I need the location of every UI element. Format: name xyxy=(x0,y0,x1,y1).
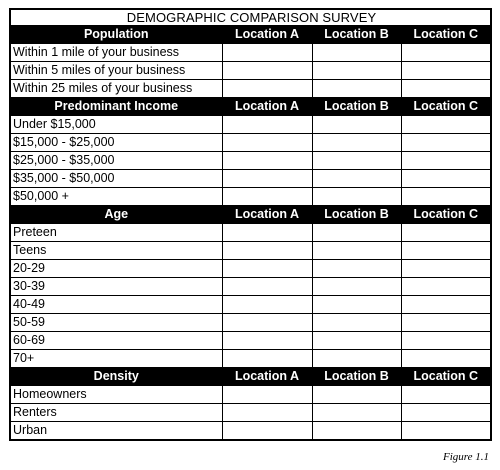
blank-entry-cell xyxy=(401,44,491,62)
blank-entry-cell xyxy=(312,422,401,441)
table-row xyxy=(10,224,491,242)
blank-entry-cell xyxy=(222,422,312,441)
blank-entry-cell xyxy=(312,278,401,296)
section-header-label: Density xyxy=(10,368,222,386)
blank-entry-cell xyxy=(222,314,312,332)
location-column-header: Location C xyxy=(401,26,491,44)
table-row xyxy=(10,296,491,314)
blank-entry-cell xyxy=(401,242,491,260)
row-label: Within 1 mile of your business xyxy=(10,44,222,62)
blank-entry-cell xyxy=(312,386,401,404)
blank-entry-cell xyxy=(222,224,312,242)
blank-entry-cell xyxy=(401,296,491,314)
location-column-header: Location A xyxy=(222,26,312,44)
blank-entry-cell xyxy=(222,350,312,368)
location-column-header: Location B xyxy=(312,98,401,116)
location-column-header: Location A xyxy=(222,368,312,386)
row-label: 40-49 xyxy=(10,296,222,314)
blank-entry-cell xyxy=(222,170,312,188)
row-label: 20-29 xyxy=(10,260,222,278)
blank-entry-cell xyxy=(401,62,491,80)
table-row xyxy=(10,260,491,278)
blank-entry-cell xyxy=(222,332,312,350)
location-column-header: Location B xyxy=(312,206,401,224)
blank-entry-cell xyxy=(312,314,401,332)
table-row xyxy=(10,404,491,422)
table-title-row xyxy=(10,9,491,26)
blank-entry-cell xyxy=(401,278,491,296)
row-label: 60-69 xyxy=(10,332,222,350)
blank-entry-cell xyxy=(312,170,401,188)
blank-entry-cell xyxy=(312,296,401,314)
figure-caption: Figure 1.1 xyxy=(442,451,489,463)
section-header-row xyxy=(10,98,491,116)
table-row xyxy=(10,422,491,441)
row-label: 70+ xyxy=(10,350,222,368)
blank-entry-cell xyxy=(401,332,491,350)
blank-entry-cell xyxy=(222,260,312,278)
row-label: Teens xyxy=(10,242,222,260)
table-row xyxy=(10,116,491,134)
row-label: Urban xyxy=(10,422,222,441)
blank-entry-cell xyxy=(401,350,491,368)
blank-entry-cell xyxy=(401,404,491,422)
blank-entry-cell xyxy=(401,152,491,170)
blank-entry-cell xyxy=(222,62,312,80)
table-row xyxy=(10,44,491,62)
blank-entry-cell xyxy=(222,134,312,152)
row-label: Within 5 miles of your business xyxy=(10,62,222,80)
row-label: Within 25 miles of your business xyxy=(10,80,222,98)
blank-entry-cell xyxy=(222,116,312,134)
blank-entry-cell xyxy=(312,242,401,260)
blank-entry-cell xyxy=(401,170,491,188)
row-label: Under $15,000 xyxy=(10,116,222,134)
blank-entry-cell xyxy=(222,242,312,260)
table-row xyxy=(10,134,491,152)
row-label: $15,000 - $25,000 xyxy=(10,134,222,152)
row-label: 30-39 xyxy=(10,278,222,296)
location-column-header: Location C xyxy=(401,98,491,116)
row-label: $25,000 - $35,000 xyxy=(10,152,222,170)
blank-entry-cell xyxy=(401,116,491,134)
blank-entry-cell xyxy=(312,44,401,62)
blank-entry-cell xyxy=(312,152,401,170)
table-row xyxy=(10,278,491,296)
location-column-header: Location A xyxy=(222,206,312,224)
blank-entry-cell xyxy=(312,188,401,206)
blank-entry-cell xyxy=(222,386,312,404)
blank-entry-cell xyxy=(312,80,401,98)
blank-entry-cell xyxy=(401,422,491,441)
blank-entry-cell xyxy=(312,350,401,368)
blank-entry-cell xyxy=(312,116,401,134)
section-header-row xyxy=(10,368,491,386)
table-row xyxy=(10,170,491,188)
blank-entry-cell xyxy=(401,80,491,98)
section-header-row xyxy=(10,26,491,44)
blank-entry-cell xyxy=(312,62,401,80)
row-label: $50,000 + xyxy=(10,188,222,206)
blank-entry-cell xyxy=(312,224,401,242)
blank-entry-cell xyxy=(401,134,491,152)
section-header-label: Predominant Income xyxy=(10,98,222,116)
row-label: Homeowners xyxy=(10,386,222,404)
row-label: 50-59 xyxy=(10,314,222,332)
blank-entry-cell xyxy=(222,296,312,314)
table-row xyxy=(10,242,491,260)
table-row xyxy=(10,62,491,80)
blank-entry-cell xyxy=(312,134,401,152)
table-row xyxy=(10,350,491,368)
blank-entry-cell xyxy=(401,260,491,278)
section-header-row xyxy=(10,206,491,224)
blank-entry-cell xyxy=(222,404,312,422)
location-column-header: Location C xyxy=(401,206,491,224)
row-label: Renters xyxy=(10,404,222,422)
blank-entry-cell xyxy=(312,260,401,278)
table-row xyxy=(10,386,491,404)
table-row xyxy=(10,314,491,332)
table-row xyxy=(10,152,491,170)
blank-entry-cell xyxy=(222,44,312,62)
blank-entry-cell xyxy=(401,314,491,332)
table-row xyxy=(10,80,491,98)
row-label: $35,000 - $50,000 xyxy=(10,170,222,188)
section-header-label: Population xyxy=(10,26,222,44)
table-row xyxy=(10,332,491,350)
blank-entry-cell xyxy=(222,188,312,206)
section-header-label: Age xyxy=(10,206,222,224)
location-column-header: Location A xyxy=(222,98,312,116)
location-column-header: Location C xyxy=(401,368,491,386)
row-label: Preteen xyxy=(10,224,222,242)
demographic-survey-table xyxy=(9,8,492,441)
table-title: DEMOGRAPHIC COMPARISON SURVEY xyxy=(10,9,491,26)
location-column-header: Location B xyxy=(312,26,401,44)
blank-entry-cell xyxy=(312,332,401,350)
blank-entry-cell xyxy=(401,224,491,242)
blank-entry-cell xyxy=(401,386,491,404)
blank-entry-cell xyxy=(222,152,312,170)
blank-entry-cell xyxy=(312,404,401,422)
table-row xyxy=(10,188,491,206)
blank-entry-cell xyxy=(401,188,491,206)
location-column-header: Location B xyxy=(312,368,401,386)
blank-entry-cell xyxy=(222,80,312,98)
blank-entry-cell xyxy=(222,278,312,296)
